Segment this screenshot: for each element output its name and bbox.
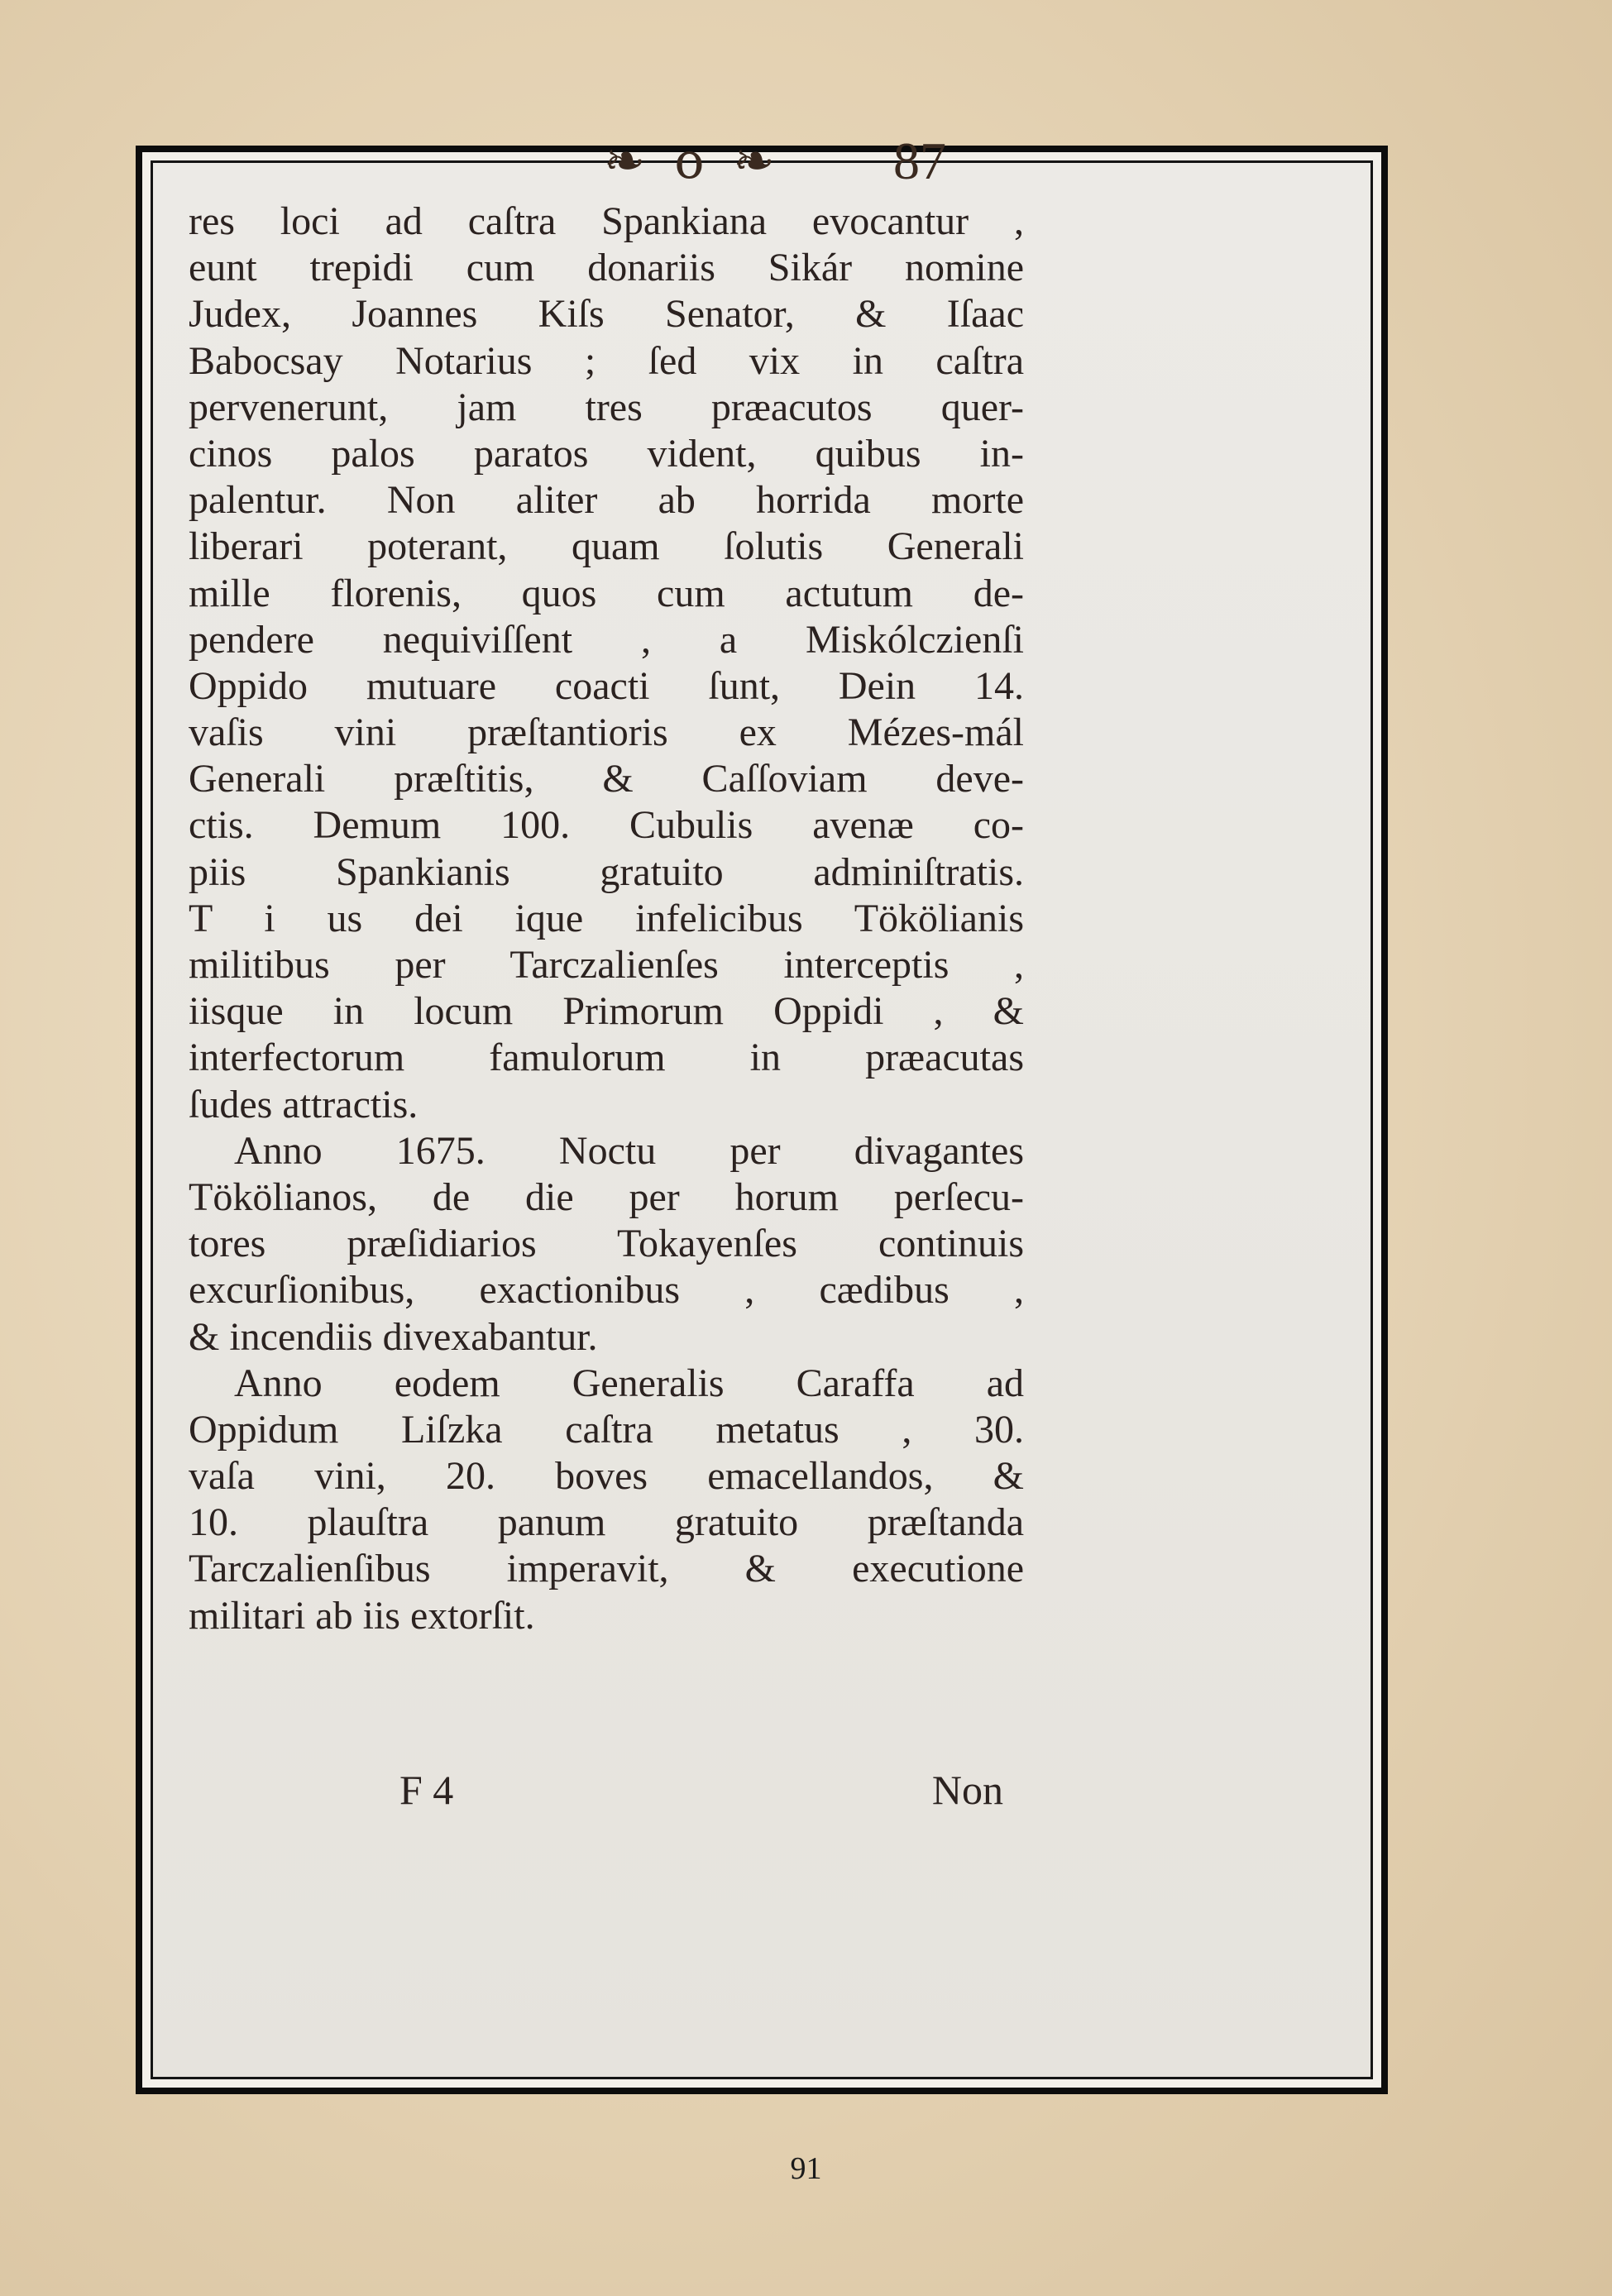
- text-line: Judex, Joannes Kiſs Senator, & Iſaac: [189, 292, 1024, 337]
- original-page-number: 87: [893, 132, 946, 190]
- text-line: tores præſidiarios Tokayenſes continuis: [189, 1222, 1024, 1266]
- text-line: piis Spankianis gratuito adminiſtratis.: [189, 849, 1024, 894]
- text-line: & incendiis divexabantur.: [189, 1314, 598, 1359]
- text-line: vaſis vini præſtantioris ex Mézes-mál: [189, 710, 1024, 755]
- text-line: cinos palos paratos vident, quibus in-: [189, 431, 1024, 476]
- pdf-page-number: 91: [790, 2151, 822, 2186]
- text-line: 10. plauſtra panum gratuito præſtanda: [189, 1500, 1024, 1545]
- text-line: interfectorum famulorum in præacutas: [189, 1036, 1024, 1080]
- text-line: Anno 1675. Noctu per divagantes: [234, 1128, 1024, 1173]
- catchword: Non: [931, 1767, 1003, 1813]
- text-line: eunt trepidi cum donariis Sikár nomine: [189, 246, 1024, 290]
- text-line: vaſa vini, 20. boves emacellandos, &: [189, 1454, 1024, 1499]
- text-line: pervenerunt, jam tres præacutos quer-: [189, 385, 1024, 429]
- text-line: mille florenis, quos cum actutum de-: [189, 571, 1024, 615]
- text-line: ſudes attractis.: [189, 1082, 419, 1126]
- text-line: ctis. Demum 100. Cubulis avenæ co-: [189, 803, 1024, 848]
- text-line: Oppidum Liſzka caſtra metatus , 30.: [189, 1407, 1024, 1452]
- text-line: Babocsay Notarius ; ſed vix in caſtra: [189, 338, 1024, 383]
- text-line: pendere nequiviſſent , a Miskólczienſi: [189, 617, 1024, 662]
- ornament-icon: ❧ o ❧: [604, 132, 782, 190]
- running-head: [471, 124, 1125, 199]
- text-line: Oppido mutuare coacti ſunt, Dein 14.: [189, 663, 1024, 708]
- text-line: militibus per Tarczalienſes interceptis ,: [189, 943, 1024, 987]
- text-line: palentur. Non aliter ab horrida morte: [189, 478, 1024, 523]
- text-line: militari ab iis extorſit.: [189, 1593, 535, 1638]
- footer-line: [189, 1766, 1024, 1824]
- text-line: res loci ad caſtra Spankiana evocantur ,: [189, 199, 1024, 243]
- text-line: T i us dei ique infelicibus Tökölianis: [189, 896, 1024, 940]
- text-line: Tökölianos, de die per horum perſecu-: [189, 1174, 1024, 1219]
- text-line: excurſionibus, exactionibus , cædibus ,: [189, 1268, 1024, 1313]
- signature-mark: F 4: [399, 1767, 454, 1813]
- text-line: Tarczalienſibus imperavit, & executione: [189, 1547, 1024, 1591]
- text-line: Generali præſtitis, & Caſſoviam deve-: [189, 757, 1024, 801]
- text-line: Anno eodem Generalis Caraffa ad: [234, 1361, 1024, 1405]
- body-text: [189, 199, 1024, 1639]
- text-line: liberari poterant, quam ſolutis Generali: [189, 524, 1024, 569]
- text-line: iisque in locum Primorum Oppidi , &: [189, 989, 1024, 1034]
